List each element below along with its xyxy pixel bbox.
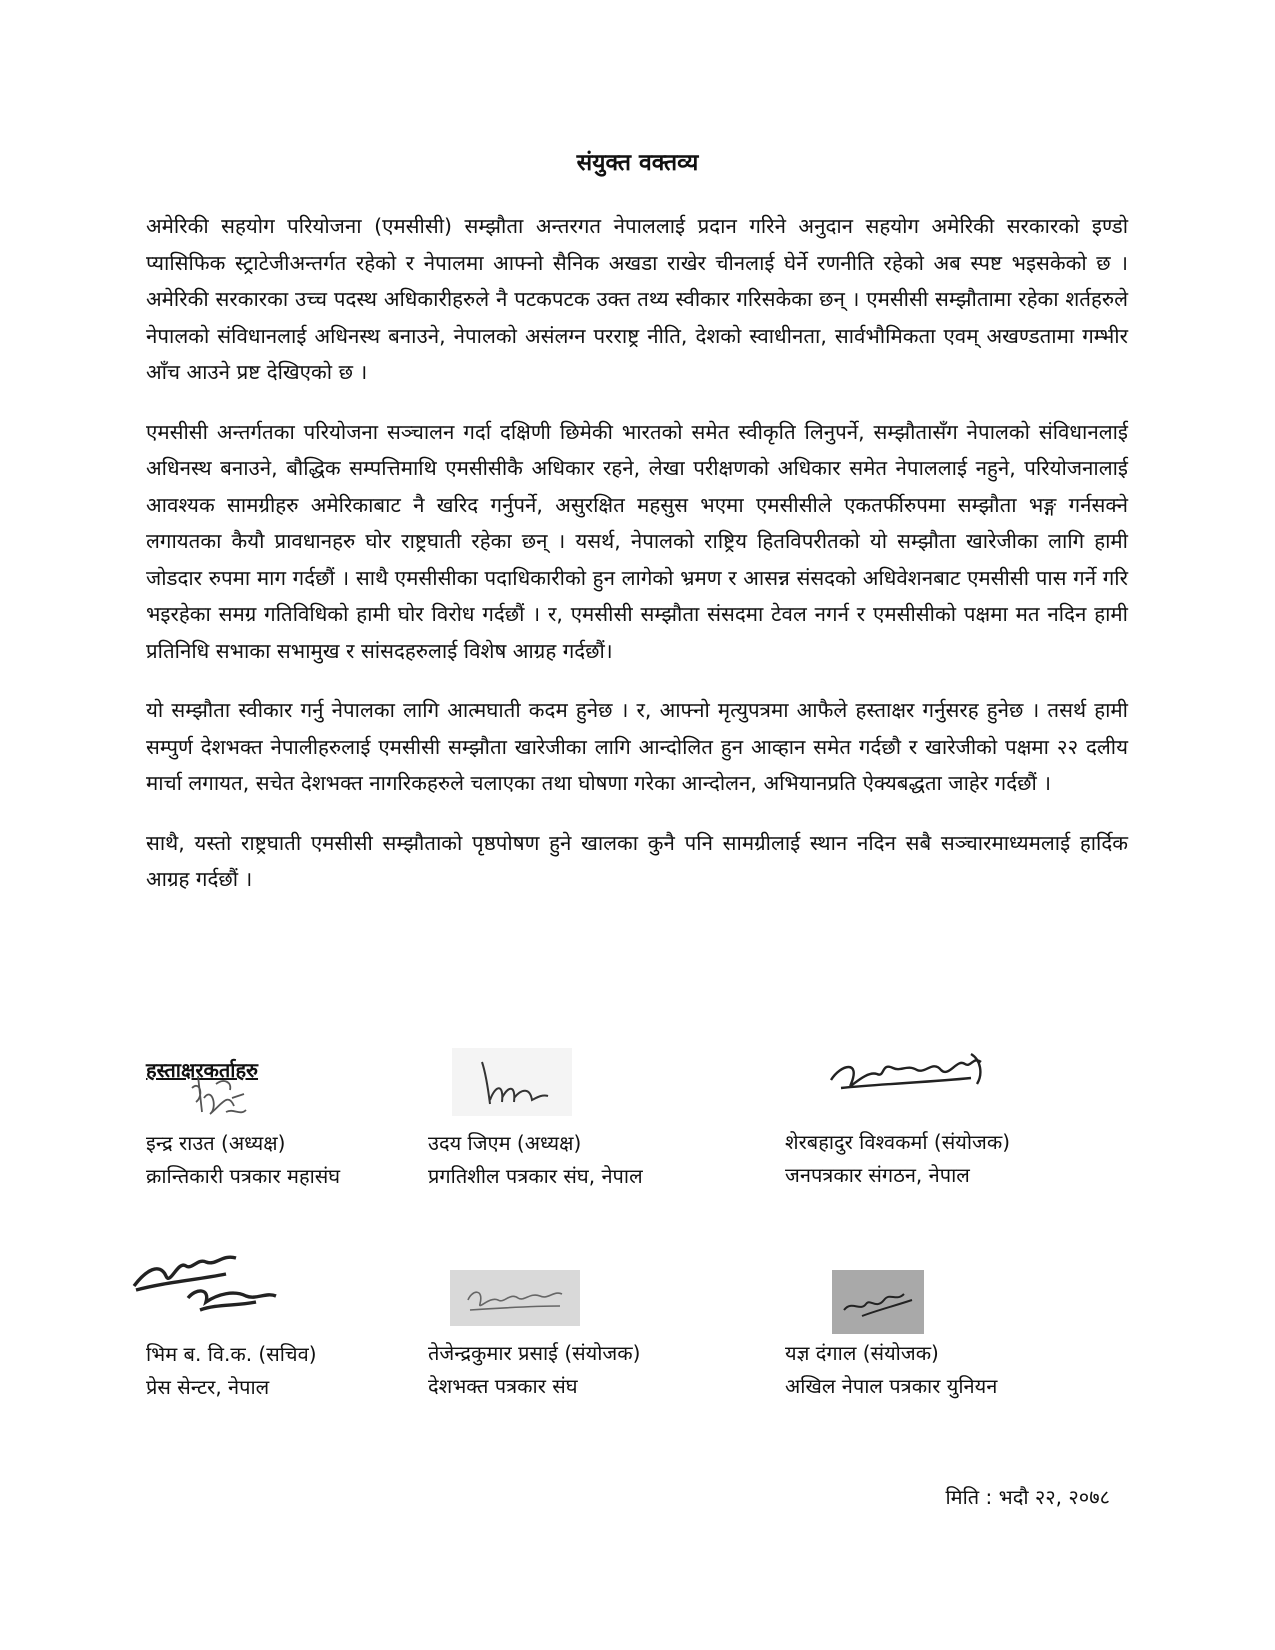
signatory-name: उदय जिएम (अध्यक्ष) — [428, 1131, 582, 1155]
signatory-name: इन्द्र राउत (अध्यक्ष) — [146, 1131, 286, 1155]
signature-image — [126, 1240, 286, 1330]
paragraph-4: साथै, यस्तो राष्ट्रघाती एमसीसी सम्झौताको पृष्ठपोषण हुने खालका कुनै पनि सामग्रीलाई स्थान नदिन सबै सञ्चारमाध्यमलाई हार्दिक आग्रह गर्दछौं । — [146, 830, 1128, 891]
paragraph-1: अमेरिकी सहयोग परियोजना (एमसीसी) सम्झौता अन्तरगत नेपाललाई प्रदान गरिने अनुदान सहयोग अमेरिकी सरकारको इण्डो प्यासिफिक स्ट्राटेजीअन्तर्गत रहेको र नेपालमा आफ्नो सैनिक अखडा राखेर चीनलाई घेर्ने रणनीति रहेको अब स्पष्ट भइसकेको छ । अमेरिकी सरकारका उच्च पदस्थ अधिकारीहरुले नै पटकपटक उक्त तथ्य स्वीकार गरिसकेका छन् । एमसीसी सम्झौतामा रहेका शर्तहरुले नेपालको संविधानलाई अधिनस्थ बनाउने, नेपालको असंलग्न परराष्ट्र नीति, देशको स्वाधीनता, सार्वभौमिकता एवम् अखण्डतामा गम्भीर आँच आउने प्रष्ट देखिएको छ । — [146, 214, 1128, 384]
signatory-name: भिम ब. वि.क. (सचिव) — [146, 1342, 317, 1366]
document-body — [146, 208, 1128, 921]
signature-image — [832, 1270, 924, 1334]
paragraph-3: यो सम्झौता स्वीकार गर्नु नेपालका लागि आत्मघाती कदम हुनेछ । र, आफ्नो मृत्युपत्रमा आफैले हस्ताक्षर गर्नुसरह हुनेछ । तसर्थ हामी सम्पुर्ण देशभक्त नेपालीहरुलाई एमसीसी सम्झौता खारेजीका लागि आन्दोलित हुन आव्हान समेत गर्दछौ र खारेजीको पक्षमा २२ दलीय मार्चा लगायत, सचेत देशभक्त नागरिकहरुले चलाएका तथा घोषणा गरेका आन्दोलन, अभियानप्रति ऐक्यबद्धता जाहेर गर्दछौं । — [146, 698, 1128, 795]
signatory-4 — [126, 1240, 456, 1399]
signatory-org: प्रगतिशील पत्रकार संघ, नेपाल — [428, 1164, 643, 1188]
signatory-name: तेजेन्द्रकुमार प्रसाई (संयोजक) — [428, 1341, 641, 1365]
signatory-name: शेरबहादुर विश्वकर्मा (संयोजक) — [785, 1130, 1011, 1154]
signature-image — [452, 1048, 572, 1116]
document-title: संयुक्त वक्तव्य — [576, 150, 699, 176]
signatory-name: यज्ञ दंगाल (संयोजक) — [785, 1341, 939, 1365]
signatories-heading: हस्ताक्षरकर्ताहरु — [146, 1058, 259, 1082]
document-date: मिति : भदौ २२, २०७८ — [945, 1485, 1110, 1509]
signatory-5 — [428, 1270, 758, 1398]
signatory-2 — [428, 1048, 758, 1188]
signatory-org: प्रेस सेन्टर, नेपाल — [146, 1375, 270, 1399]
signature-image — [450, 1270, 580, 1326]
paragraph-2: एमसीसी अन्तर्गतका परियोजना सञ्चालन गर्दा दक्षिणी छिमेकी भारतको समेत स्वीकृति लिनुपर्ने, सम्झौतासँग नेपालको संविधानलाई अधिनस्थ बनाउने, बौद्धिक सम्पत्तिमाथि एमसीसीकै अधिकार रहने, लेखा परीक्षणको अधिकार समेत नेपाललाई नहुने, परियोजनालाई आवश्यक सामग्रीहरु अमेरिकाबाट नै खरिद गर्नुपर्ने, असुरक्षित महसुस भएमा एमसीसीले एकतर्फीरुपमा सम्झौता भङ्ग गर्नसक्ने लगायतका कैयौ प्रावधानहरु घोर राष्ट्रघाती रहेका छन् । यसर्थ, नेपालको राष्ट्रिय हितविपरीतको यो सम्झौता खारेजीका लागि हामी जोडदार रुपमा माग गर्दछौं । साथै एमसीसीका पदाधिकारीको हुन लागेको भ्रमण र आसन्न संसदको अधिवेशनबाट एमसीसी पास गर्ने गरि भइरहेका समग्र गतिविधिको हामी घोर विरोध गर्दछौं । र, एमसीसी सम्झौता संसदमा टेवल नगर्न र एमसीसीको पक्षमा मत नदिन हामी प्रतिनिधि सभाका सभामुख र सांसदहरुलाई विशेष आग्रह गर्दछौं। — [146, 419, 1128, 663]
signature-image — [821, 1040, 1001, 1114]
signature-image — [182, 1068, 252, 1126]
signatory-3 — [785, 1040, 1115, 1187]
signatory-org: अखिल नेपाल पत्रकार युनियन — [785, 1374, 998, 1398]
signatory-org: क्रान्तिकारी पत्रकार महासंघ — [146, 1164, 341, 1188]
signatory-org: देशभक्त पत्रकार संघ — [428, 1374, 578, 1398]
signatory-org: जनपत्रकार संगठन, नेपाल — [785, 1163, 970, 1187]
signatory-1 — [146, 1068, 476, 1188]
signatory-6 — [785, 1270, 1115, 1398]
